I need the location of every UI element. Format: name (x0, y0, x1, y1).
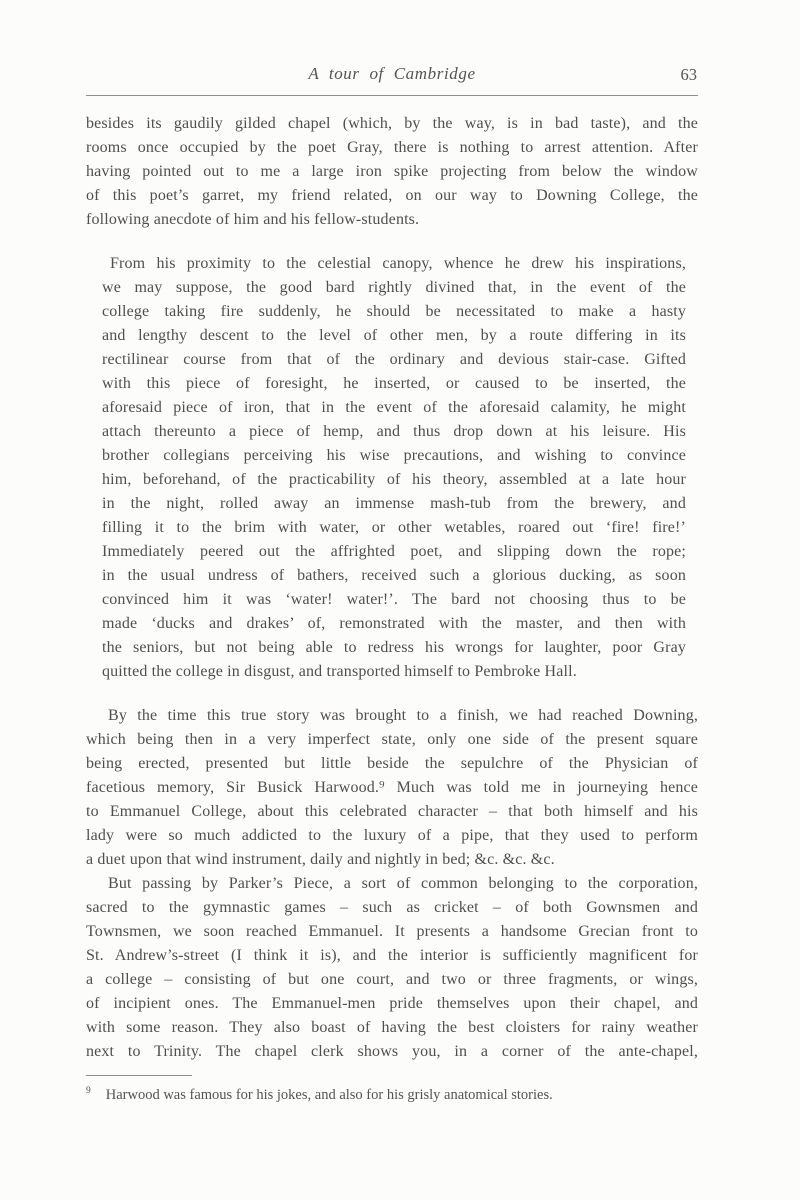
text-line: college taking fire suddenly, he should be necessitated to make a hasty (102, 303, 686, 320)
text-line: we may suppose, the good bard rightly divined that, in the event of the (102, 279, 686, 296)
text-line: of this poet’s garret, my friend related, on our way to Downing College, the (86, 187, 698, 204)
footnote-rule (86, 1075, 192, 1076)
text-line: having pointed out to me a large iron spike projecting from below the window (86, 163, 698, 180)
text-line: filling it to the brim with water, or other wetables, roared out ‘fire! fire!’ (102, 519, 686, 536)
text-block (86, 0, 698, 1106)
text-line: facetious memory, Sir Busick Harwood.⁹ Much was told me in journeying hence (86, 779, 698, 796)
text-line: him, beforehand, of the practicability of his theory, assembled at a late hour (102, 471, 686, 488)
text-line: with this piece of foresight, he inserted, or caused to be inserted, the (102, 375, 686, 392)
text-line: to Emmanuel College, about this celebrated character – that both himself and his (86, 803, 698, 820)
text-line: and lengthy descent to the level of other men, by a route differing in its (102, 327, 686, 344)
text-line: being erected, presented but little beside the sepulchre of the Physician of (86, 755, 698, 772)
text-line: convinced him it was ‘water! water!’. The bard not choosing thus to be (102, 591, 686, 608)
running-head (86, 64, 698, 96)
footnote (86, 1075, 698, 1106)
running-head-title: A tour of Cambridge (308, 64, 476, 83)
text-line: But passing by Parker’s Piece, a sort of common belonging to the corporation, (108, 875, 698, 892)
footnote-line (86, 1081, 698, 1106)
text-line: the seniors, but not being able to redress his wrongs for laughter, poor Gray (102, 639, 686, 656)
footnote-text: Harwood was famous for his jokes, and also for his grisly anatomical stories. (105, 1087, 553, 1103)
emmanuel-paragraph (86, 872, 698, 1064)
footnote-marker: 9 (86, 1086, 91, 1096)
text-line: Immediately peered out the affrighted poet, and slipping down the rope; (102, 543, 686, 560)
text-line: From his proximity to the celestial canopy, whence he drew his inspirations, (110, 255, 686, 272)
text-line: sacred to the gymnastic games – such as cricket – of both Gownsmen and (86, 899, 698, 916)
text-line: quitted the college in disgust, and transported himself to Pembroke Hall. (102, 663, 577, 680)
text-line: Townsmen, we soon reached Emmanuel. It presents a handsome Grecian front to (86, 923, 698, 940)
text-line: aforesaid piece of iron, that in the event of the aforesaid calamity, he might (102, 399, 686, 416)
anecdote-block-quote (102, 252, 686, 684)
text-line: in the night, rolled away an immense mash-tub from the brewery, and (102, 495, 686, 512)
text-line: brother collegians perceiving his wise precautions, and wishing to convince (102, 447, 686, 464)
opening-paragraph (86, 112, 698, 232)
text-line: By the time this true story was brought to a finish, we had reached Downing, (108, 707, 698, 724)
text-line: attach thereunto a piece of hemp, and thus drop down at his leisure. His (102, 423, 686, 440)
text-line: which being then in a very imperfect state, only one side of the present square (86, 731, 698, 748)
text-line: besides its gaudily gilded chapel (which, by the way, is in bad taste), and the (86, 115, 698, 132)
text-line: in the usual undress of bathers, received such a glorious ducking, as soon (102, 567, 686, 584)
text-line: following anecdote of him and his fellow-students. (86, 211, 420, 228)
text-line: rectilinear course from that of the ordinary and devious stair-case. Gifted (102, 351, 686, 368)
text-line: with some reason. They also boast of having the best cloisters for rainy weather (86, 1019, 698, 1036)
text-line: made ‘ducks and drakes’ of, remonstrated with the master, and then with (102, 615, 686, 632)
text-line: St. Andrew’s-street (I think it is), and the interior is sufficiently magnificent for (86, 947, 698, 964)
page-text (86, 112, 698, 1064)
text-line: rooms once occupied by the poet Gray, there is nothing to arrest attention. After (86, 139, 698, 156)
text-line: lady were so much addicted to the luxury of a pipe, that they used to perform (86, 827, 698, 844)
downing-paragraph (86, 704, 698, 872)
page-number: 63 (680, 65, 697, 84)
text-line: of incipient ones. The Emmanuel-men pride themselves upon their chapel, and (86, 995, 698, 1012)
text-line: a college – consisting of but one court, and two or three fragments, or wings, (86, 971, 698, 988)
text-line: a duet upon that wind instrument, daily and nightly in bed; &c. &c. &c. (86, 851, 555, 868)
text-line: next to Trinity. The chapel clerk shows you, in a corner of the ante-chapel, (86, 1043, 698, 1060)
